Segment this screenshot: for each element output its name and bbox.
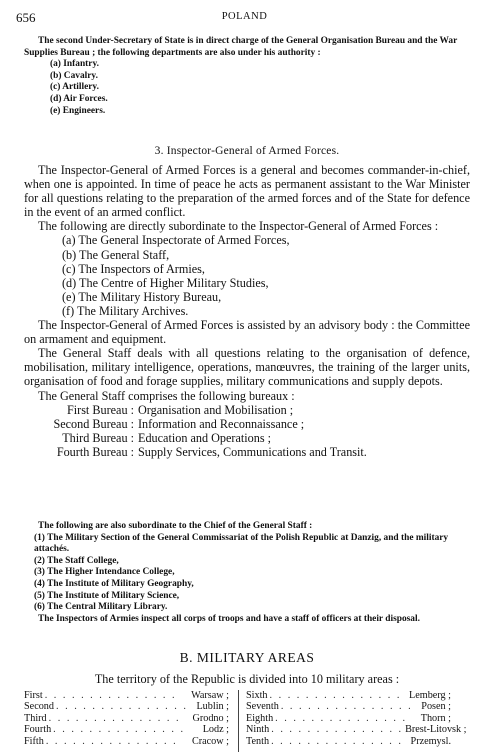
intro-paragraph: The second Under-Secretary of State is in direct charge of the General Organisation Bureau and the War Supplies Bureau ; the following departments are also under his authority : <box>24 36 458 58</box>
paragraph: The following are directly subordinate to the Inspector-General of Armed Forces : <box>38 219 439 234</box>
chief-subordinates-block <box>24 521 470 625</box>
bureau-desc: Education and Operations ; <box>138 430 272 445</box>
list-item: (1) The Military Section of the General Commissariat of the Polish Republic at Danzig, and the military attachés. <box>34 532 449 555</box>
area-ordinal: First <box>24 690 43 701</box>
list-item: (c) The Inspectors of Armies, <box>62 261 205 276</box>
page-header <box>16 10 473 26</box>
list-item: (f) The Military Archives. <box>62 303 189 318</box>
list-item: (4) The Institute of Military Geography, <box>34 578 194 589</box>
list-item: (e) The Military History Bureau, <box>62 289 222 304</box>
area-ordinal: Eighth <box>246 712 274 724</box>
area-row: Fourth . . . . . . . . . . . . . . . Lodz ; <box>24 724 229 736</box>
bureau-row <box>24 403 470 417</box>
area-row: Seventh . . . . . . . . . . . . . . . Posen ; <box>246 701 451 713</box>
area-city: Cracow ; <box>191 735 229 747</box>
list-item: (d) Air Forces. <box>50 93 108 104</box>
section-title: B. MILITARY AREAS <box>179 650 315 665</box>
paragraph: The Inspector-General of Armed Forces is assisted by an advisory body : the Committee on armament and equipment. <box>24 318 470 347</box>
paragraph: The General Staff comprises the following bureaux : <box>38 388 295 403</box>
bureau-list <box>24 403 470 459</box>
area-city: Warsaw ; <box>191 690 229 701</box>
bureau-name: First Bureau : <box>66 402 134 417</box>
area-city: Brest-Litovsk ; <box>405 724 467 736</box>
bureau-desc: Organisation and Mobilisation ; <box>138 402 294 417</box>
areas-left-column <box>24 690 229 747</box>
list-item: (5) The Institute of Military Science, <box>34 590 180 601</box>
list-item: (b) The General Staff, <box>62 247 170 262</box>
paragraph: The Inspector-General of Armed Forces is a general and becomes commander-in-chief, when one is appointed. In time of peace he acts as permanent assistant to the War Minister for all questions relating to the preparation of the armed forces and of the State for defence in the event of an armed conflict. <box>24 163 470 220</box>
area-row: Fifth . . . . . . . . . . . . . . . Cracow ; <box>24 735 229 747</box>
subordinate-list <box>24 233 470 318</box>
areas-right-column <box>246 690 467 747</box>
area-ordinal: Second <box>24 701 54 713</box>
bureau-row <box>24 417 470 431</box>
area-ordinal: Ninth <box>246 724 270 736</box>
list-item: (e) Engineers. <box>50 105 106 116</box>
bureau-name: Fourth Bureau : <box>56 444 134 459</box>
list-item: (a) Infantry. <box>50 59 99 70</box>
list-item: (a) The General Inspectorate of Armed Forces, <box>62 233 290 248</box>
bureau-name: Third Bureau : <box>62 430 134 445</box>
military-areas-table <box>24 690 470 752</box>
area-row: Eighth . . . . . . . . . . . . . . . Thorn ; <box>246 712 451 724</box>
area-ordinal: Tenth <box>246 735 270 747</box>
area-ordinal: Third <box>24 712 47 724</box>
area-row: First . . . . . . . . . . . . . . . Warsaw ; <box>24 690 229 701</box>
area-city: Lodz ; <box>202 724 229 736</box>
list-item: (d) The Centre of Higher Military Studies, <box>62 275 269 290</box>
page-number: 656 <box>16 10 36 25</box>
area-row: Ninth . . . . . . . . . . . . . . . Brest-Litovsk ; <box>246 724 467 736</box>
list-item: (b) Cavalry. <box>50 70 98 81</box>
area-row: Sixth . . . . . . . . . . . . . . . Lemberg ; <box>246 690 451 701</box>
paragraph: The General Staff deals with all questions relating to the organisation of defence, mobilisation, military intelligence, operations, manœuvres, the training of the larger units, organisation of food and forage supplies, military communications and supply depots. <box>24 346 470 389</box>
running-title: POLAND <box>221 11 268 22</box>
area-city: Lublin ; <box>196 701 229 713</box>
section-title: 3. Inspector-General of Armed Forces. <box>154 145 340 157</box>
list-item: (6) The Central Military Library. <box>34 602 168 613</box>
bureau-row <box>24 431 470 445</box>
bureau-desc: Information and Reconnaissance ; <box>138 416 305 431</box>
area-ordinal: Fifth <box>24 735 44 747</box>
chief-subordinates-list <box>24 533 470 614</box>
intro-list <box>24 59 470 117</box>
area-city: Posen ; <box>421 701 451 713</box>
bureau-desc: Supply Services, Communications and Transit. <box>138 444 367 459</box>
list-item: (c) Artillery. <box>50 82 99 93</box>
area-city: Thorn ; <box>420 712 451 724</box>
areas-intro: The territory of the Republic is divided into 10 military areas : <box>94 672 400 686</box>
paragraph: The following are also subordinate to the Chief of the General Staff : <box>38 521 313 531</box>
list-item: (3) The Higher Intendance College, <box>34 567 175 578</box>
area-ordinal: Seventh <box>246 701 279 713</box>
list-item: (2) The Staff College, <box>34 555 119 566</box>
area-city: Lemberg ; <box>409 690 451 701</box>
column-divider <box>238 690 239 752</box>
area-row: Tenth . . . . . . . . . . . . . . . Przemysl. <box>246 735 451 747</box>
area-city: Grodno ; <box>192 712 229 724</box>
paragraph: The Inspectors of Armies inspect all corps of troops and have a staff of officers at their disposal. <box>38 613 420 624</box>
area-ordinal: Fourth <box>24 724 52 736</box>
bureau-name: Second Bureau : <box>53 416 134 431</box>
intro-block <box>24 36 470 117</box>
area-city: Przemysl. <box>410 735 451 747</box>
area-row: Second . . . . . . . . . . . . . . . Lublin ; <box>24 701 229 713</box>
area-ordinal: Sixth <box>246 690 268 701</box>
section3-body <box>24 163 470 459</box>
area-row: Third . . . . . . . . . . . . . . . Grodno ; <box>24 712 229 724</box>
bureau-row <box>24 445 470 459</box>
